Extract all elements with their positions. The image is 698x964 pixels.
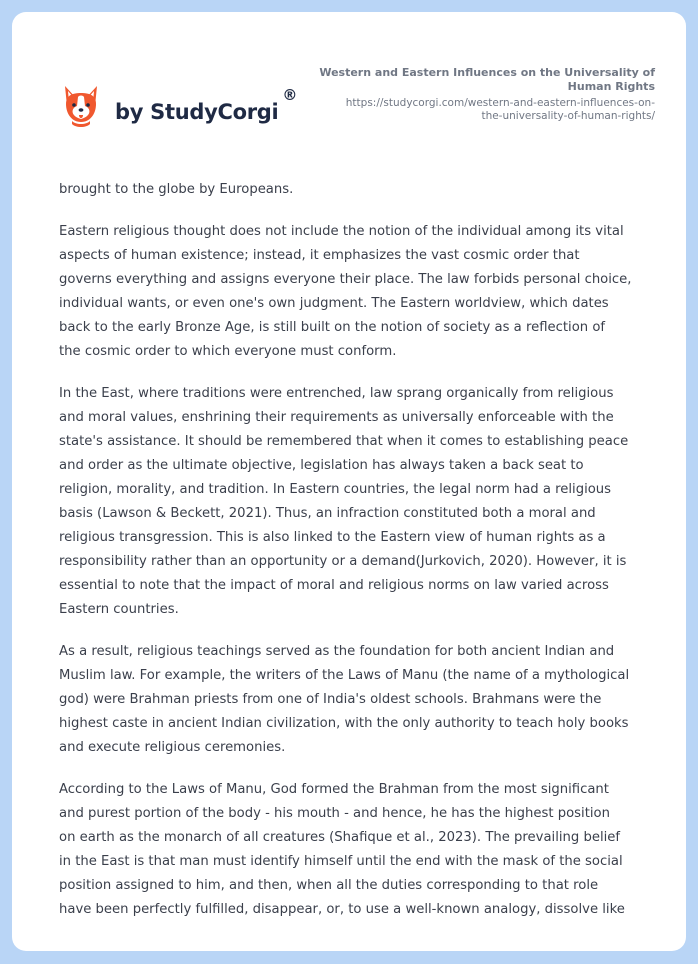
document-url[interactable]: https://studycorgi.com/western-and-eastern-influences-on- the-universality-of-human-rights/ [345, 97, 655, 122]
document-header [315, 66, 655, 123]
registered-mark: ® [282, 86, 298, 104]
document-body [59, 178, 655, 940]
paragraph: As a result, religious teachings served as the foundation for both ancient Indian and Muslim law. For example, the writers of the Laws of Manu (the name of a mythological god) were Brahman priests from one of India's oldest schools. Brahmans were the highest caste in ancient Indian civilization, with the only authority to teach holy books and execute religious ceremonies. [59, 644, 630, 755]
paragraph: According to the Laws of Manu, God formed the Brahman from the most significant and purest portion of the body - his mouth - and hence, he has the highest position on earth as the monarch of all creatures (Shafique et al., 2023). The prevailing belief in the East is that man must identify himself until the end with the mask of the social position assigned to him, and then, when all the duties corresponding to that role have been perfectly fulfilled, disappear, or, to use a well-known analogy, dissolve like [59, 782, 625, 917]
paragraph: In the East, where traditions were entrenched, law sprang organically from religious and moral values, enshrining their requirements as universally enforceable with the state's assistance. It should be remembered that when it comes to establishing peace and order as the ultimate objective, legislation has always taken a back seat to religion, morality, and tradition. In Eastern countries, the legal norm had a religious basis (Lawson & Beckett, 2021). Thus, an infraction constituted both a moral and religious transgression. This is also linked to the Eastern view of human rights as a responsibility rather than an opportunity or a demand(Jurkovich, 2020). However, it is essential to note that the impact of moral and religious norms on law varied across Eastern countries. [59, 386, 629, 617]
paragraph: brought to the globe by Europeans. [59, 182, 294, 197]
corgi-logo-icon [61, 84, 101, 130]
paragraph: Eastern religious thought does not include the notion of the individual among its vital aspects of human existence; instead, it emphasizes the vast cosmic order that governs everything and assigns everyone their place. The law forbids personal choice, individual wants, or even one's own judgment. The Eastern worldview, which dates back to the early Bronze Age, is still built on the notion of society as a reflection of the cosmic order to which everyone must conform. [59, 224, 632, 359]
logo-wordmark: by StudyCorgi [115, 100, 279, 124]
document-title: Western and Eastern Influences on the Universality of Human Rights [319, 66, 655, 93]
studycorgi-logo[interactable] [61, 76, 297, 138]
document-page [12, 12, 686, 951]
